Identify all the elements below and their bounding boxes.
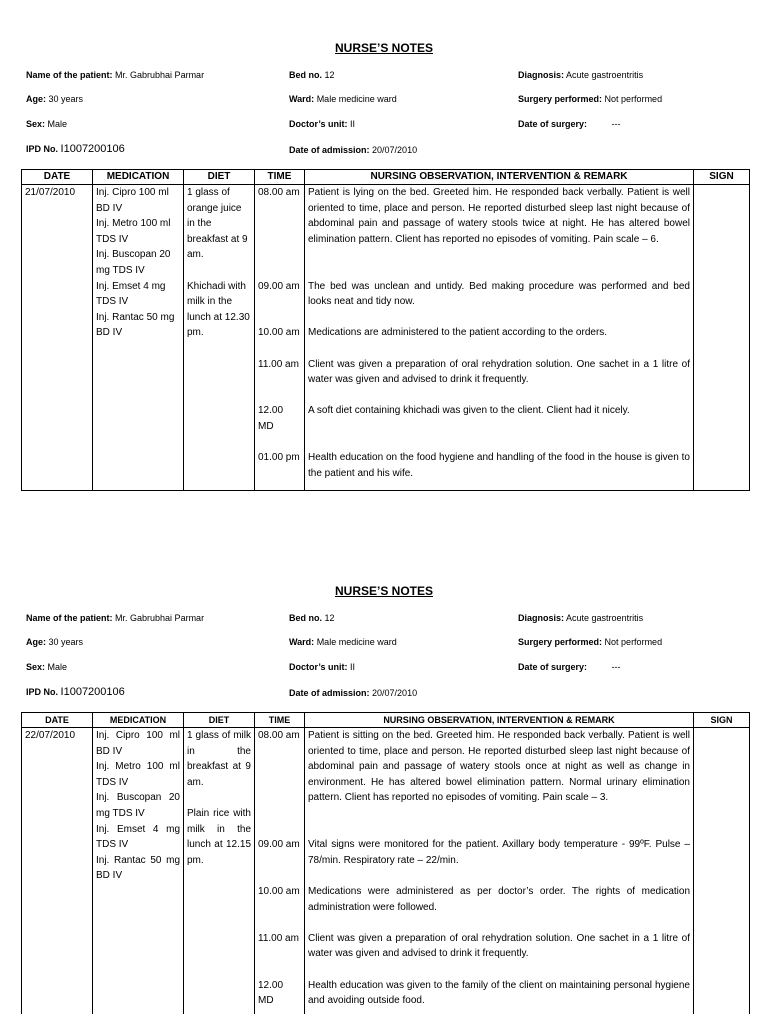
observation-entry: Medications are administered to the patient according to the orders. bbox=[308, 327, 608, 339]
doctor-unit-field: Doctor’s unit: II bbox=[289, 119, 356, 129]
time-entry: 08.00 am bbox=[258, 730, 300, 741]
time-entry: 10.00 am bbox=[258, 327, 300, 339]
observation-entry: Client was given a preparation of oral rehydration solution. One sachet in a 1 litre of water was given and advised to drink it frequently. bbox=[308, 932, 690, 960]
medication-item: Inj. Emset 4 mg TDS IV bbox=[96, 280, 166, 308]
medication-item: Inj. Buscopan 20 mg TDS IV bbox=[96, 792, 180, 819]
doctor-unit-field: Doctor’s unit: II bbox=[289, 662, 356, 672]
time-cell bbox=[255, 185, 305, 491]
age-field: Age: 30 years bbox=[26, 637, 84, 647]
header-date: DATE bbox=[22, 713, 93, 728]
diet-item: Plain rice with milk in the lunch at 12.15 pm. bbox=[187, 807, 251, 866]
header-observation: NURSING OBSERVATION, INTERVENTION & REMARK bbox=[305, 170, 694, 185]
sheet2-notes-table bbox=[21, 712, 750, 1014]
header-sign: SIGN bbox=[694, 713, 750, 728]
sheet2-title: NURSE’S NOTES bbox=[334, 584, 433, 598]
header-medication: MEDICATION bbox=[93, 170, 184, 185]
observation-entry: Health education on the food hygiene and handling of the food in the house is given to the patient and his wife. bbox=[308, 452, 690, 479]
time-entry: 11.00 am bbox=[258, 358, 299, 370]
table-row bbox=[22, 728, 750, 1014]
patient-name-field: Name of the patient: Mr. Gabrubhai Parmar bbox=[26, 613, 205, 623]
time-entry: 08.00 am bbox=[258, 187, 300, 198]
header-observation: NURSING OBSERVATION, INTERVENTION & REMARK bbox=[305, 713, 694, 728]
observation-entry: The bed was unclean and untidy. Bed making procedure was performed and bed looks neat and tidy now. bbox=[308, 280, 690, 308]
header-time: TIME bbox=[255, 713, 305, 728]
surgery-date-field: Date of surgery: --- bbox=[518, 662, 621, 672]
time-cell bbox=[255, 728, 305, 1014]
header-diet: DIET bbox=[184, 713, 255, 728]
observation-entry: A soft diet containing khichadi was given to the client. Client had it nicely. bbox=[308, 405, 630, 417]
time-entry: 11.00 am bbox=[258, 932, 299, 944]
sex-field: Sex: Male bbox=[26, 662, 68, 672]
observation-entry: Client was given a preparation of oral rehydration solution. One sachet in a 1 litre of water was given and advised to drink it frequently. bbox=[308, 358, 690, 386]
medication-item: Inj. Cipro 100 ml BD IV bbox=[96, 187, 169, 214]
diet-item: 1 glass of orange juice in the breakfast at 9 am. bbox=[187, 187, 248, 261]
sex-field: Sex: Male bbox=[26, 119, 68, 129]
ward-field: Ward: Male medicine ward bbox=[289, 94, 397, 104]
time-entry: 09.00 am bbox=[258, 280, 300, 292]
diagnosis-field: Diagnosis: Acute gastroentritis bbox=[518, 613, 644, 623]
bed-field: Bed no. 12 bbox=[289, 70, 335, 80]
table-header-row bbox=[22, 713, 750, 728]
time-entry: 10.00 am bbox=[258, 885, 300, 897]
medication-item: Inj. Cipro 100 ml BD IV bbox=[96, 730, 180, 757]
medication-item: Inj. Metro 100 ml TDS IV bbox=[96, 761, 180, 788]
header-date: DATE bbox=[22, 170, 93, 185]
sign-cell bbox=[694, 185, 750, 491]
medication-item: Inj. Metro 100 ml TDS IV bbox=[96, 218, 171, 245]
table-row bbox=[22, 185, 750, 491]
observation-entry: Patient is lying on the bed. Greeted him. He responded back verbally. Patient is well oriented to time, place and person. He reported disturbed sleep last night because of abdominal pain and passage of watery stools twice at night. He has altered bowel elimination pattern. Client has reported no episodes of vomiting. Pain scale – 6. bbox=[308, 187, 690, 245]
diet-cell bbox=[184, 728, 255, 1014]
diet-item: Khichadi with milk in the lunch at 12.30 pm. bbox=[187, 280, 250, 339]
time-entry: 12.00 MD bbox=[258, 405, 284, 432]
medication-item: Inj. Rantac 50 mg BD IV bbox=[96, 311, 175, 339]
medication-item: Inj. Rantac 50 mg BD IV bbox=[96, 854, 180, 882]
patient-name-field: Name of the patient: Mr. Gabrubhai Parmar bbox=[26, 70, 205, 80]
medication-item: Inj. Buscopan 20 mg TDS IV bbox=[96, 249, 171, 276]
diagnosis-field: Diagnosis: Acute gastroentritis bbox=[518, 70, 644, 80]
sheet1-notes-table bbox=[21, 169, 750, 491]
admission-field: Date of admission: 20/07/2010 bbox=[289, 145, 418, 155]
header-medication: MEDICATION bbox=[93, 713, 184, 728]
header-sign: SIGN bbox=[694, 170, 750, 185]
ward-field: Ward: Male medicine ward bbox=[289, 637, 397, 647]
surgery-field: Surgery performed: Not performed bbox=[518, 94, 663, 104]
date-cell: 21/07/2010 bbox=[22, 185, 93, 491]
surgery-date-field: Date of surgery: --- bbox=[518, 119, 621, 129]
sign-cell bbox=[694, 728, 750, 1014]
ipd-field: IPD No. I1007200106 bbox=[26, 686, 125, 698]
diet-item: 1 glass of milk in the breakfast at 9 am. bbox=[187, 730, 251, 788]
observation-entry: Medications were administered as per doctor’s order. The rights of medication administration were followed. bbox=[308, 885, 690, 913]
medication-cell bbox=[93, 185, 184, 491]
header-time: TIME bbox=[255, 170, 305, 185]
date-cell: 22/07/2010 bbox=[22, 728, 93, 1014]
medication-cell bbox=[93, 728, 184, 1014]
observation-entry: Patient is sitting on the bed. Greeted him. He responded back verbally. Patient is well oriented to time, place and person. He reported disturbed sleep last night because of abdominal pain and passage of watery stools once at night as well as change in environment. He has altered bowel elimination pattern. Normal urinary elimination pattern. Client has reported no episodes of vomiting. Pain scale – 3. bbox=[308, 730, 690, 804]
observation-entry: Vital signs were monitored for the patient. Axillary body temperature - 99ºF. Pulse – 78/min. Respiratory rate – 22/min. bbox=[308, 839, 690, 866]
age-field: Age: 30 years bbox=[26, 94, 84, 104]
ipd-field: IPD No. I1007200106 bbox=[26, 143, 125, 155]
bed-field: Bed no. 12 bbox=[289, 613, 335, 623]
observation-cell bbox=[305, 728, 694, 1014]
header-diet: DIET bbox=[184, 170, 255, 185]
time-entry: 12.00 MD bbox=[258, 979, 284, 1007]
observation-cell bbox=[305, 185, 694, 491]
medication-item: Inj. Emset 4 mg TDS IV bbox=[96, 823, 180, 851]
table-header-row bbox=[22, 170, 750, 185]
admission-field: Date of admission: 20/07/2010 bbox=[289, 688, 418, 698]
diet-cell bbox=[184, 185, 255, 491]
observation-entry: Health education was given to the family of the client on maintaining personal hygiene and avoiding outside food. bbox=[308, 979, 690, 1007]
time-entry: 01.00 pm bbox=[258, 452, 300, 464]
sheet1-title: NURSE’S NOTES bbox=[334, 41, 433, 55]
surgery-field: Surgery performed: Not performed bbox=[518, 637, 663, 647]
time-entry: 09.00 am bbox=[258, 839, 300, 851]
